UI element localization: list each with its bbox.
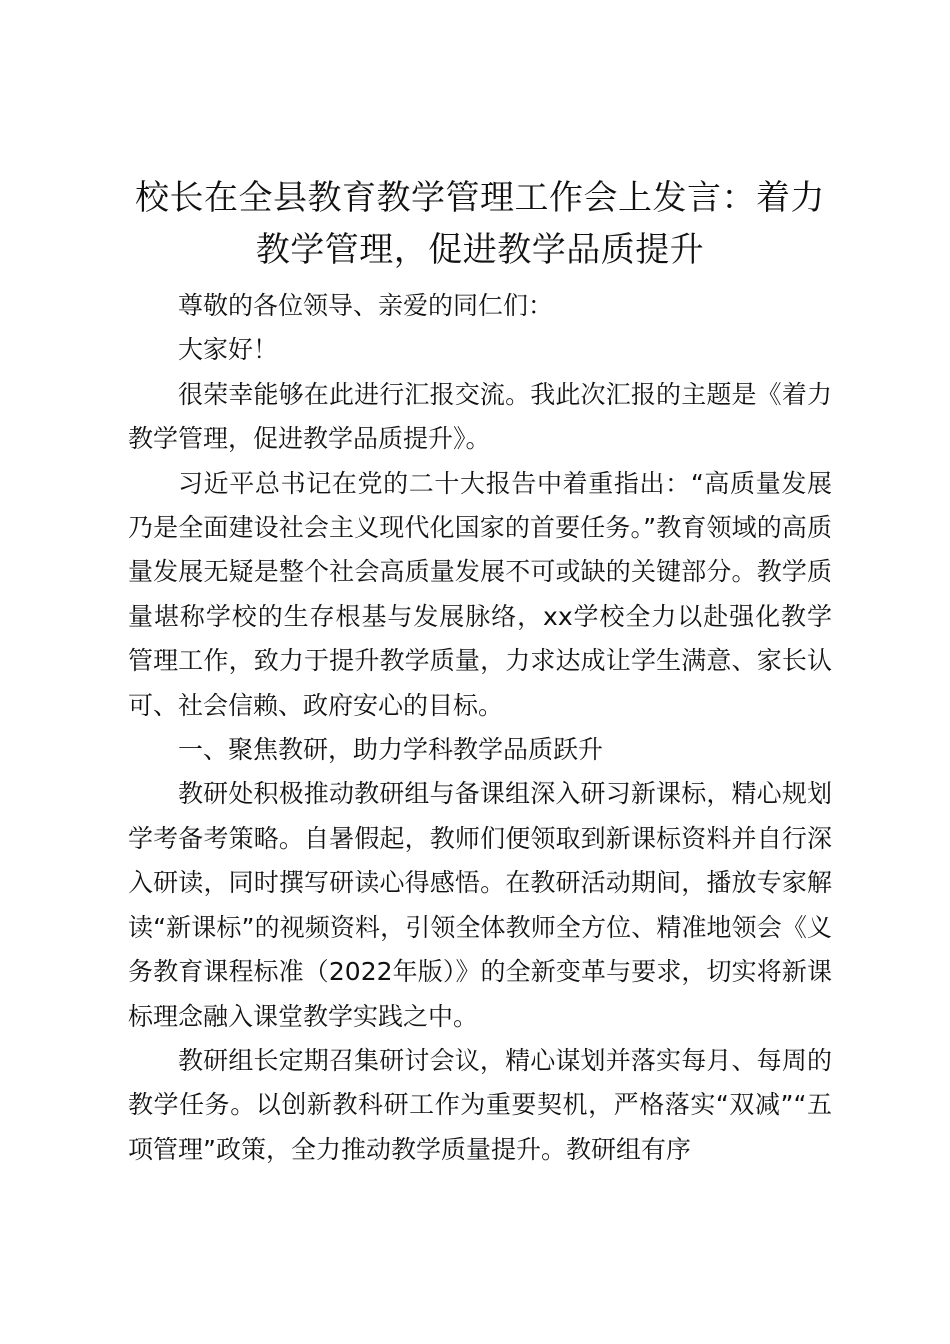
paragraph-intro: 很荣幸能够在此进行汇报交流。我此次汇报的主题是《着力教学管理，促进教学品质提升》。	[128, 379, 832, 454]
paragraph-research-2: 教研组长定期召集研讨会议，精心谋划并落实每月、每周的教学任务。以创新教科研工作为重要契机，严格落实“双减”“五项管理”政策，全力推动教学质量提升。教研组有序	[128, 1045, 832, 1164]
title-line-1: 校长在全县教育教学管理工作会上发言：着力	[135, 178, 825, 218]
paragraph-research-1: 教研处积极推动教研组与备课组深入研习新课标，精心规划学考备考策略。自暑假起，教师们便领取到新课标资料并自行深入研读，同时撰写研读心得感悟。在教研活动期间，播放专家解读“新课标”的视频资料，引领全体教师全方位、精准地领会《义务教育课程标准（2022年版）》的全新变革与要求，切实将新课标理念融入课堂教学实践之中。	[128, 779, 832, 1031]
greeting: 大家好！	[178, 335, 279, 365]
salutation: 尊敬的各位领导、亲爱的同仁们：	[178, 291, 554, 320]
title-line-2: 教学管理，促进教学品质提升	[255, 230, 705, 270]
document-body	[128, 284, 832, 1172]
document-page	[128, 172, 832, 1172]
document-title	[128, 172, 832, 276]
section-heading-1: 一、聚焦教研，助力学科教学品质跃升	[178, 735, 604, 765]
paragraph-background: 习近平总书记在党的二十大报告中着重指出：“高质量发展乃是全面建设社会主义现代化国家的首要任务。”教育领域的高质量发展无疑是整个社会高质量发展不可或缺的关键部分。教学质量堪称学校的生存根基与发展脉络，xx学校全力以赴强化教学管理工作，致力于提升教学质量，力求达成让学生满意、家长认可、社会信赖、政府安心的目标。	[128, 468, 832, 720]
